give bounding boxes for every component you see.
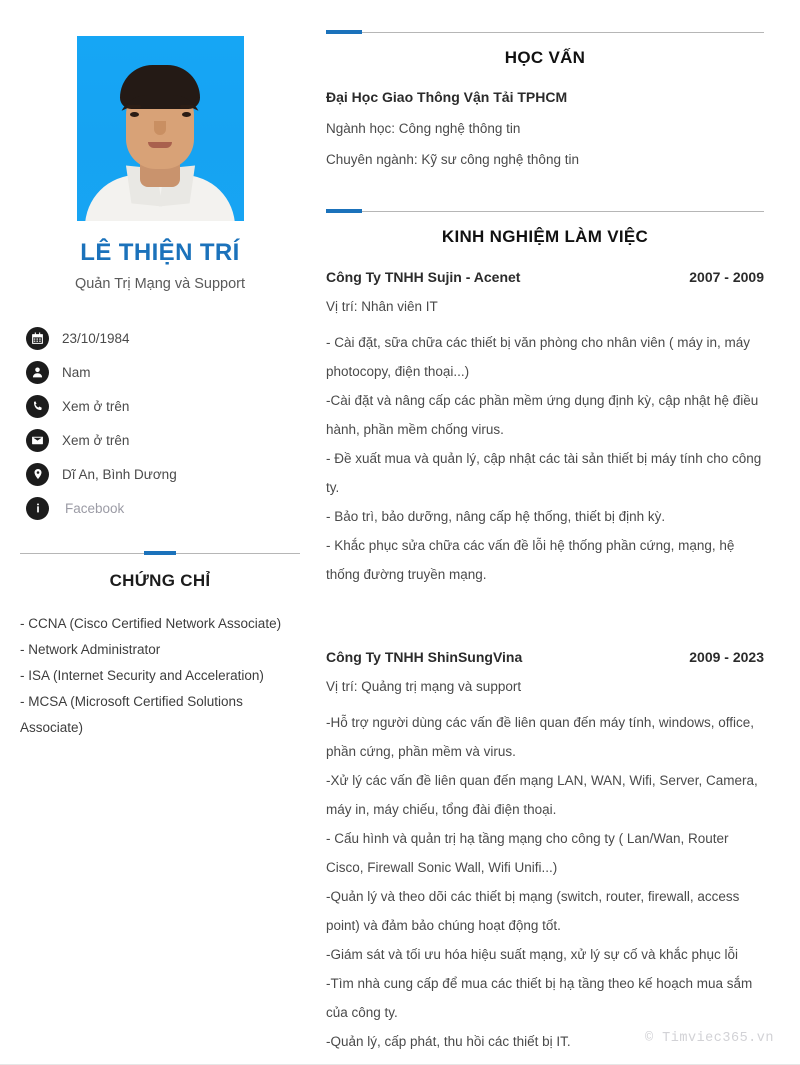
photo-eye-right [182,112,191,117]
contact-value: Xem ở trên [62,398,130,414]
photo-brow-left [127,105,141,108]
contact-item-email [20,423,300,457]
education-divider [326,30,764,34]
experience-job [326,649,764,1056]
photo-nose [154,121,166,135]
list-item: - Bảo trì, bảo dưỡng, nâng cấp hệ thống, thiết bị định kỳ. [326,509,666,524]
certificates-heading: CHỨNG CHỈ [109,571,211,590]
contact-value: 23/10/1984 [62,330,130,346]
education-major: Ngành học: Công nghệ thông tin [326,121,521,136]
info-icon [26,497,49,520]
divider-line [326,211,764,212]
experience-job-header [326,269,764,285]
contact-item-facebook[interactable] [20,491,300,525]
profile-photo [77,36,244,221]
list-item: - Đề xuất mua và quản lý, cập nhật các tài sản thiết bị máy tính cho công ty. [326,451,762,495]
right-column [320,0,800,1056]
calendar-icon [26,327,49,350]
experience-position: Vị trí: Quảng trị mạng và support [326,679,522,694]
experience-divider [326,209,764,213]
person-icon [26,361,49,384]
education-block [326,89,764,167]
list-item: -Giám sát và tối ưu hóa hiệu suất mạng, xử lý sự cố và khắc phục lỗi [326,947,739,962]
profile-role: Quản Trị Mạng và Support [74,276,246,292]
list-item: -Hỗ trợ người dùng các vấn đề liên quan đến máy tính, windows, office, phần cứng, phần mềm và virus. [326,715,754,759]
certificates-list [20,611,300,741]
experience-heading: KINH NGHIỆM LÀM VIỆC [441,227,649,246]
list-item: - ISA (Internet Security and Acceleration) [20,668,264,683]
experience-company: Công Ty TNHH ShinSungVina [326,649,523,665]
contact-item-address [20,457,300,491]
phone-icon [26,395,49,418]
experience-period: 2009 - 2023 [689,649,764,665]
watermark: © Timviec365.vn [644,1031,774,1046]
contact-item-gender [20,355,300,389]
divider-line [326,32,764,33]
certificates-divider [20,551,300,555]
left-column [0,0,320,741]
list-item: -Quản lý, cấp phát, thu hồi các thiết bị IT. [326,1034,571,1049]
photo-brow-right [180,105,194,108]
list-item: - Khắc phục sửa chữa các vấn đề lỗi hệ thống phần cứng, mạng, hệ thống đường truyền mạng. [326,538,735,582]
experience-position: Vị trí: Nhân viên IT [326,299,438,314]
list-item: -Xử lý các vấn đề liên quan đến mạng LAN, WAN, Wifi, Server, Camera, máy in, máy chiếu, tổng đài điện thoại. [326,773,758,817]
contact-list [20,321,300,525]
contact-value: Nam [62,364,91,380]
photo-mouth [148,142,172,148]
photo-eye-left [130,112,139,117]
facebook-link[interactable]: Facebook [65,500,125,516]
education-school: Đại Học Giao Thông Vận Tải TPHCM [326,89,568,105]
section-spacer [326,167,774,209]
job-spacer [326,589,774,627]
list-item: -Cài đặt và nâng cấp các phần mềm ứng dụng định kỳ, cập nhật hệ điều hành, phần mềm chống virus. [326,393,759,437]
contact-item-birthdate [20,321,300,355]
list-item: - Cấu hình và quản trị hạ tầng mạng cho công ty ( Lan/Wan, Router Cisco, Firewall Sonic Wall, Wifi Unifi...) [326,831,729,875]
list-item: - CCNA (Cisco Certified Network Associate) [20,616,282,631]
contact-value: Xem ở trên [62,432,130,448]
education-heading: HỌC VẤN [504,48,586,67]
experience-job [326,269,764,589]
contact-item-phone [20,389,300,423]
location-icon [26,463,49,486]
email-icon [26,429,49,452]
list-item: - Network Administrator [20,642,161,657]
page-title: LÊ THIỆN TRÍ [80,239,240,266]
divider-accent [326,209,362,213]
list-item: - MCSA (Microsoft Certified Solutions Associate) [20,694,243,735]
contact-value: Dĩ An, Bình Dương [62,466,177,482]
experience-period: 2007 - 2009 [689,269,764,285]
experience-company: Công Ty TNHH Sujin - Acenet [326,269,521,285]
avatar [77,36,244,221]
experience-job-header [326,649,764,665]
education-specialization: Chuyên ngành: Kỹ sư công nghệ thông tin [326,152,579,167]
list-item: -Tìm nhà cung cấp để mua các thiết bị hạ tầng theo kế hoạch mua sắm của công ty. [326,976,753,1020]
experience-duties [326,708,764,1056]
experience-duties [326,328,764,589]
list-item: -Quản lý và theo dõi các thiết bị mạng (switch, router, firewall, access point) và đảm bảo chúng hoạt động tốt. [326,889,740,933]
divider-accent [326,30,362,34]
divider-accent [144,551,176,555]
list-item: - Cài đặt, sữa chữa các thiết bị văn phòng cho nhân viên ( máy in, máy photocopy, điện thoại...) [326,335,751,379]
